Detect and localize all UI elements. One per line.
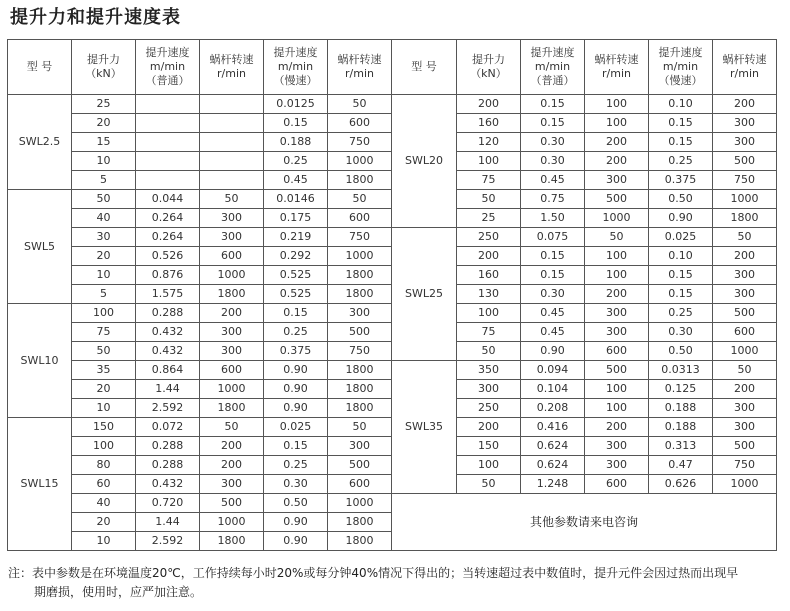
- column-header: [328, 40, 392, 95]
- table-cell: 50: [328, 190, 392, 209]
- table-cell: 50: [457, 342, 521, 361]
- table-cell: 10: [72, 152, 136, 171]
- column-header-line: （慢速）: [658, 74, 703, 87]
- table-cell: 10: [72, 266, 136, 285]
- footnote-line-2: 期磨损，使用时，应严加注意。: [34, 585, 203, 599]
- table-cell: 0.876: [136, 266, 200, 285]
- table-cell: 0.10: [649, 247, 713, 266]
- table-cell: 0.075: [521, 228, 585, 247]
- table-cell: 40: [72, 209, 136, 228]
- table-cell: 1000: [713, 342, 777, 361]
- column-header-line: 提升速度: [145, 46, 190, 59]
- table-cell: 200: [200, 304, 264, 323]
- table-cell: 750: [328, 228, 392, 247]
- table-cell: 0.90: [264, 361, 328, 380]
- table-cell: 0.15: [264, 304, 328, 323]
- table-cell: 200: [713, 247, 777, 266]
- table-cell: 0.45: [521, 171, 585, 190]
- table-cell: 0.50: [649, 342, 713, 361]
- table-cell: 0.416: [521, 418, 585, 437]
- table-cell: 300: [200, 209, 264, 228]
- table-cell: 100: [585, 399, 649, 418]
- column-header-line: m/min: [662, 60, 699, 73]
- table-cell: 0.90: [264, 380, 328, 399]
- column-header: [264, 40, 328, 95]
- column-header-line: r/min: [602, 67, 631, 80]
- table-cell: 50: [200, 190, 264, 209]
- table-cell: 0.15: [264, 114, 328, 133]
- table-cell: 20: [72, 114, 136, 133]
- table-cell: 0.175: [264, 209, 328, 228]
- table-cell: 200: [585, 285, 649, 304]
- table-cell: 1800: [200, 532, 264, 551]
- table-cell: 0.50: [649, 190, 713, 209]
- column-header-line: （普通）: [145, 74, 190, 87]
- table-cell: 1000: [200, 266, 264, 285]
- table-cell: 200: [585, 133, 649, 152]
- table-cell: 80: [72, 456, 136, 475]
- table-cell: 0.188: [649, 399, 713, 418]
- table-cell: 10: [72, 399, 136, 418]
- table-cell: 600: [328, 475, 392, 494]
- table-cell: 500: [328, 456, 392, 475]
- model-cell: SWL10: [8, 304, 72, 418]
- column-header-line: 提升速度: [273, 46, 318, 59]
- table-cell: 300: [200, 323, 264, 342]
- table-cell: 0.188: [649, 418, 713, 437]
- table-cell: 200: [200, 456, 264, 475]
- table-cell: 0.292: [264, 247, 328, 266]
- table-cell: 300: [713, 114, 777, 133]
- table-cell: 750: [328, 342, 392, 361]
- table-cell: 300: [457, 380, 521, 399]
- table-cell: 300: [200, 342, 264, 361]
- table-cell: [200, 152, 264, 171]
- table-cell: 50: [200, 418, 264, 437]
- table-cell: 0.75: [521, 190, 585, 209]
- table-cell: [200, 95, 264, 114]
- column-header-line: （kN）: [85, 67, 122, 80]
- table-cell: 1800: [200, 285, 264, 304]
- table-cell: 200: [457, 418, 521, 437]
- table-cell: 1000: [585, 209, 649, 228]
- table-cell: [200, 114, 264, 133]
- table-cell: 0.45: [521, 323, 585, 342]
- table-cell: 1800: [328, 399, 392, 418]
- table-cell: 0.864: [136, 361, 200, 380]
- table-row: [8, 361, 777, 380]
- model-cell: SWL20: [392, 95, 457, 228]
- column-header: [585, 40, 649, 95]
- table-cell: 0.072: [136, 418, 200, 437]
- table-cell: 0.525: [264, 266, 328, 285]
- table-cell: 750: [328, 133, 392, 152]
- column-header-line: 蜗杆转速: [594, 53, 639, 66]
- table-cell: 75: [457, 171, 521, 190]
- table-cell: 0.720: [136, 494, 200, 513]
- table-cell: 200: [713, 380, 777, 399]
- table-cell: 1800: [328, 361, 392, 380]
- table-cell: 0.125: [649, 380, 713, 399]
- page-title: 提升力和提升速度表: [10, 7, 181, 28]
- column-header-line: m/min: [277, 60, 314, 73]
- column-header-line: （慢速）: [273, 74, 318, 87]
- table-cell: 0.626: [649, 475, 713, 494]
- table-cell: 50: [457, 475, 521, 494]
- table-cell: 0.30: [521, 285, 585, 304]
- model-cell: SWL35: [392, 361, 457, 494]
- footnote-line-1: 注：表中参数是在环境温度20℃，工作持续每小时20%或每分钟40%情况下得出的；当转速超过表中数值时，提升元件会因过热而出现早: [8, 566, 739, 580]
- table-cell: 1800: [328, 266, 392, 285]
- table-cell: 0.47: [649, 456, 713, 475]
- table-cell: 0.0313: [649, 361, 713, 380]
- table-cell: 600: [585, 475, 649, 494]
- column-header-line: r/min: [730, 67, 759, 80]
- column-header: [72, 40, 136, 95]
- table-cell: 0.30: [264, 475, 328, 494]
- column-header-line: m/min: [534, 60, 571, 73]
- table-cell: 0.313: [649, 437, 713, 456]
- table-cell: 600: [200, 247, 264, 266]
- table-cell: 75: [72, 323, 136, 342]
- table-cell: 0.90: [264, 513, 328, 532]
- table-cell: 300: [713, 399, 777, 418]
- table-cell: [136, 133, 200, 152]
- column-header-line: 提升速度: [658, 46, 703, 59]
- table-cell: 20: [72, 380, 136, 399]
- column-header-line: 型 号: [26, 60, 53, 73]
- table-cell: 1000: [200, 380, 264, 399]
- table-cell: [136, 152, 200, 171]
- table-cell: 0.15: [649, 114, 713, 133]
- table-cell: 100: [457, 152, 521, 171]
- column-header: [392, 40, 457, 95]
- table-cell: 1.44: [136, 513, 200, 532]
- table-cell: 10: [72, 532, 136, 551]
- table-cell: 0.624: [521, 456, 585, 475]
- table-cell: 0.219: [264, 228, 328, 247]
- table-cell: 300: [328, 437, 392, 456]
- column-header-line: 提升速度: [530, 46, 575, 59]
- table-cell: 750: [713, 456, 777, 475]
- table-cell: 0.25: [649, 152, 713, 171]
- table-cell: 0.188: [264, 133, 328, 152]
- column-header-line: （普通）: [530, 74, 575, 87]
- column-header: [8, 40, 72, 95]
- model-cell: SWL25: [392, 228, 457, 361]
- table-cell: 0.15: [649, 285, 713, 304]
- table-cell: 0.624: [521, 437, 585, 456]
- table-cell: 0.25: [264, 456, 328, 475]
- table-cell: 0.45: [521, 304, 585, 323]
- column-header: [649, 40, 713, 95]
- table-cell: 1.44: [136, 380, 200, 399]
- column-header-line: 提升力: [472, 53, 505, 66]
- table-cell: 0.0146: [264, 190, 328, 209]
- table-row: [8, 228, 777, 247]
- table-cell: 0.375: [264, 342, 328, 361]
- table-cell: 100: [585, 247, 649, 266]
- table-cell: 150: [457, 437, 521, 456]
- column-header: [200, 40, 264, 95]
- table-cell: 100: [585, 114, 649, 133]
- table-cell: 200: [585, 152, 649, 171]
- footnote: [8, 564, 784, 602]
- table-cell: 500: [585, 361, 649, 380]
- column-header-line: r/min: [345, 67, 374, 80]
- table-cell: 50: [72, 342, 136, 361]
- table-cell: 2.592: [136, 399, 200, 418]
- table-cell: 0.264: [136, 209, 200, 228]
- table-cell: 250: [457, 228, 521, 247]
- table-cell: 0.30: [521, 133, 585, 152]
- table-cell: 160: [457, 114, 521, 133]
- table-cell: 200: [713, 95, 777, 114]
- table-cell: 120: [457, 133, 521, 152]
- table-cell: 300: [713, 418, 777, 437]
- table-cell: 1800: [328, 513, 392, 532]
- table-cell: 50: [713, 361, 777, 380]
- table-cell: 0.0125: [264, 95, 328, 114]
- table-cell: 2.592: [136, 532, 200, 551]
- table-cell: 0.044: [136, 190, 200, 209]
- table-cell: 100: [585, 380, 649, 399]
- table-cell: 0.90: [264, 532, 328, 551]
- table-cell: 20: [72, 513, 136, 532]
- table-cell: [136, 114, 200, 133]
- table-cell: 0.104: [521, 380, 585, 399]
- table-cell: 200: [457, 247, 521, 266]
- column-header-line: 蜗杆转速: [337, 53, 382, 66]
- table-cell: 1800: [328, 285, 392, 304]
- table-cell: 0.10: [649, 95, 713, 114]
- table-cell: 0.15: [649, 266, 713, 285]
- table-cell: 100: [585, 266, 649, 285]
- table-cell: 750: [713, 171, 777, 190]
- table-cell: 300: [328, 304, 392, 323]
- table-cell: 50: [457, 190, 521, 209]
- table-cell: 200: [585, 418, 649, 437]
- table-row: [8, 494, 777, 513]
- table-cell: 20: [72, 247, 136, 266]
- table-cell: 100: [457, 456, 521, 475]
- table-cell: 50: [72, 190, 136, 209]
- table-cell: 600: [328, 209, 392, 228]
- table-cell: 100: [585, 95, 649, 114]
- table-cell: 1000: [713, 190, 777, 209]
- table-cell: 0.25: [264, 323, 328, 342]
- table-cell: 0.45: [264, 171, 328, 190]
- table-cell: 0.432: [136, 342, 200, 361]
- table-cell: 0.90: [264, 399, 328, 418]
- table-cell: [136, 95, 200, 114]
- table-cell: 1800: [328, 532, 392, 551]
- table-cell: 500: [713, 152, 777, 171]
- table-cell: 160: [457, 266, 521, 285]
- table-cell: 0.15: [264, 437, 328, 456]
- table-cell: 0.264: [136, 228, 200, 247]
- table-cell: 5: [72, 285, 136, 304]
- column-header: [521, 40, 585, 95]
- table-cell: 0.30: [649, 323, 713, 342]
- table-cell: 0.90: [649, 209, 713, 228]
- table-cell: 1800: [328, 171, 392, 190]
- table-cell: 0.525: [264, 285, 328, 304]
- table-cell: 500: [585, 190, 649, 209]
- table-cell: 300: [585, 171, 649, 190]
- table-cell: 0.15: [521, 247, 585, 266]
- table-cell: 300: [200, 228, 264, 247]
- table-cell: 100: [457, 304, 521, 323]
- column-header-line: （kN）: [470, 67, 507, 80]
- table-cell: 0.526: [136, 247, 200, 266]
- model-cell: SWL5: [8, 190, 72, 304]
- table-cell: 0.15: [649, 133, 713, 152]
- table-cell: 0.025: [649, 228, 713, 247]
- table-cell: 0.288: [136, 437, 200, 456]
- table-cell: 300: [585, 437, 649, 456]
- table-cell: 500: [713, 437, 777, 456]
- table-cell: 200: [200, 437, 264, 456]
- header-row: [8, 40, 777, 95]
- table-cell: 1800: [200, 399, 264, 418]
- column-header: [136, 40, 200, 95]
- table-cell: 600: [200, 361, 264, 380]
- table-cell: 1000: [713, 475, 777, 494]
- column-header-line: 型 号: [411, 60, 437, 73]
- table-cell: 25: [457, 209, 521, 228]
- table-cell: 0.25: [264, 152, 328, 171]
- table-cell: 75: [457, 323, 521, 342]
- table-cell: 100: [72, 304, 136, 323]
- table-cell: 15: [72, 133, 136, 152]
- table-cell: 200: [457, 95, 521, 114]
- table-cell: 1.575: [136, 285, 200, 304]
- table-cell: 300: [585, 456, 649, 475]
- table-cell: 0.90: [521, 342, 585, 361]
- table-cell: 0.288: [136, 304, 200, 323]
- table-cell: 500: [713, 304, 777, 323]
- table-cell: 0.15: [521, 95, 585, 114]
- table-cell: 0.432: [136, 475, 200, 494]
- table-cell: 500: [200, 494, 264, 513]
- table-cell: 150: [72, 418, 136, 437]
- table-cell: 300: [713, 266, 777, 285]
- table-cell: 50: [585, 228, 649, 247]
- table-cell: 0.30: [521, 152, 585, 171]
- table-cell: 350: [457, 361, 521, 380]
- lift-force-speed-table: [7, 39, 777, 551]
- column-header-line: m/min: [149, 60, 186, 73]
- table-cell: 1.248: [521, 475, 585, 494]
- model-cell: SWL15: [8, 418, 72, 551]
- column-header: [457, 40, 521, 95]
- table-cell: 0.025: [264, 418, 328, 437]
- table-cell: 600: [328, 114, 392, 133]
- table-cell: 300: [713, 285, 777, 304]
- inquiry-note-cell: 其他参数请来电咨询: [392, 494, 777, 551]
- table-cell: 5: [72, 171, 136, 190]
- column-header-line: 提升力: [87, 53, 120, 66]
- table-cell: 0.432: [136, 323, 200, 342]
- table-cell: 50: [713, 228, 777, 247]
- table-cell: 1000: [328, 494, 392, 513]
- table-cell: 0.15: [521, 114, 585, 133]
- table-cell: 50: [328, 418, 392, 437]
- table-cell: 300: [200, 475, 264, 494]
- table-cell: 300: [585, 323, 649, 342]
- table-cell: 1000: [328, 152, 392, 171]
- table-cell: 0.50: [264, 494, 328, 513]
- table-cell: 0.208: [521, 399, 585, 418]
- column-header-line: r/min: [217, 67, 246, 80]
- table-cell: 1.50: [521, 209, 585, 228]
- table-cell: 250: [457, 399, 521, 418]
- table-cell: 60: [72, 475, 136, 494]
- table-cell: 600: [713, 323, 777, 342]
- table-cell: 0.288: [136, 456, 200, 475]
- table-cell: 1800: [713, 209, 777, 228]
- model-cell: SWL2.5: [8, 95, 72, 190]
- table-cell: 1000: [200, 513, 264, 532]
- table-cell: 35: [72, 361, 136, 380]
- table-cell: 0.094: [521, 361, 585, 380]
- table-cell: 0.375: [649, 171, 713, 190]
- column-header-line: 蜗杆转速: [209, 53, 254, 66]
- table-cell: 500: [328, 323, 392, 342]
- table-cell: 25: [72, 95, 136, 114]
- table-cell: 600: [585, 342, 649, 361]
- table-cell: 50: [328, 95, 392, 114]
- table-cell: 100: [72, 437, 136, 456]
- table-cell: 300: [713, 133, 777, 152]
- column-header-line: 蜗杆转速: [722, 53, 767, 66]
- table-cell: 300: [585, 304, 649, 323]
- column-header: [713, 40, 777, 95]
- table-cell: 40: [72, 494, 136, 513]
- table-cell: [200, 133, 264, 152]
- table-cell: 0.15: [521, 266, 585, 285]
- table-cell: 1000: [328, 247, 392, 266]
- table-cell: 1800: [328, 380, 392, 399]
- table-cell: [200, 171, 264, 190]
- table-cell: 0.25: [649, 304, 713, 323]
- table-cell: [136, 171, 200, 190]
- table-cell: 30: [72, 228, 136, 247]
- table-row: [8, 95, 777, 114]
- table-cell: 130: [457, 285, 521, 304]
